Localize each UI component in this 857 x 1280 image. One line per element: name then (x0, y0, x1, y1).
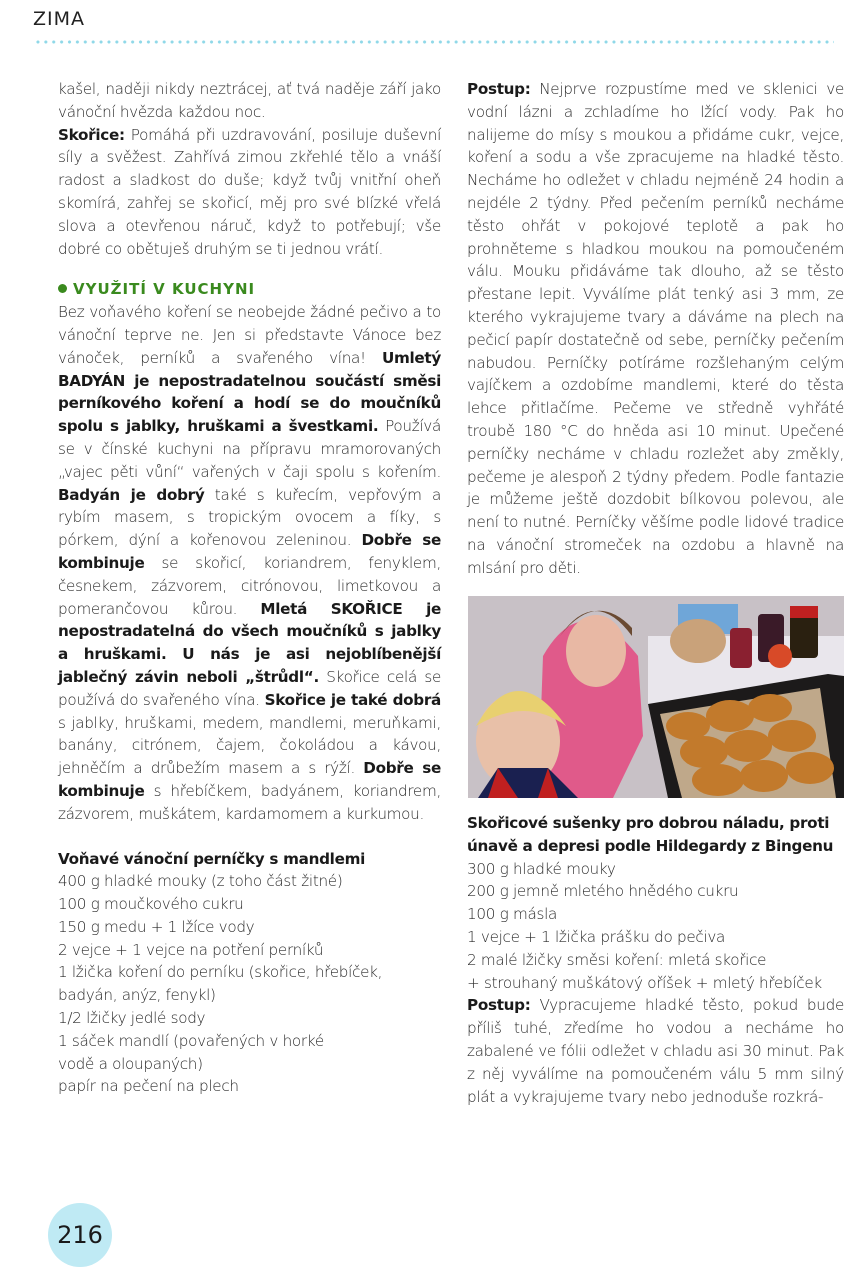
ingredient-item: 300 g hladké mouky (467, 859, 616, 878)
kitchen-text-6: s jablky, hruškami, medem, mandlemi, meruňkami, banány, citrónem, čajem, čokoládou a kávou, jehněčím a drůbežím masem a s rýží. (58, 713, 441, 778)
ingredient-item: 1/2 lžičky jedlé sody (58, 1009, 206, 1028)
photo-illustration (468, 596, 844, 798)
running-head: ZIMA (33, 8, 86, 30)
method2-text: Vypracujeme hladké těsto, pokud bude příliš tuhé, zředíme ho vodou a necháme ho zabalené ve fólii odležet v chladu asi 30 minut. Pak z něj vyválíme na pomoučeném válu 5 mm silný plát a vykrajujeme tvary nebo jednoduše rozkrá- (467, 996, 844, 1106)
intro-paragraph: kašel, naději nikdy neztrácej, ať tvá naděje září jako vánoční hvězda každou noc. (58, 80, 441, 121)
photo-children-gingerbread (468, 596, 844, 798)
page-number: 216 (57, 1221, 103, 1249)
ingredient-item: 200 g jemně mletého hnědého cukru (467, 882, 739, 901)
method-label: Postup: (467, 80, 531, 98)
kitchen-bold-3: Dobře se kombinuje (58, 531, 442, 572)
ingredient-item: + strouhaný muškátový oříšek + mletý hřebíček (467, 973, 822, 992)
ingredient-item: 400 g hladké mouky (z toho část žitné) (58, 872, 343, 891)
skorice-paragraph (58, 124, 441, 261)
method-text: Nejprve rozpustíme med ve sklenici ve vodní lázni a zchladíme ho lžící vody. Pak ho nalijeme do mísy s moukou a přidáme cukr, vejce, koření a sodu a vše zpracujeme na hladké těsto. Necháme ho odležet v chladu nejméně 24 hodin a nejdéle 2 týdny. Před pečením perníků necháme těsto ohřát v pokojové teplotě a pak ho prohněteme s hladkou moukou na pomoučeném válu. Mouku přidáváme tak dlouho, až se těsto přestane lepit. Vyválíme plát tenký asi 3 mm, ze kterého vykrajujeme tvary a dáváme na plech na pečicí papír dostatečně od sebe, perníčky pečením nabudou. Perníčky potíráme rozšlehaným celým vajíčkem a ozdobíme mandlemi, které do těsta lehce přitlačíme. Pečeme ve středně vyhřáté troubě 180 °C do hněda asi 10 minut. Upečené perníčky necháme v chladu rozležet aby změkly, pečeme je alespoň 2 týdny předem. Podle fantazie je můžeme ještě dozdobit bílkovou polevou, ale není to nutné. Perníčky věšíme podle lidové tradice na vánoční stromeček na ozdobu a hlavně na mlsání pro děti. (467, 80, 844, 577)
kitchen-bold-4: Mletá SKOŘICE je nepostradatelná do všech moučníků s jablky a hruškami. U nás je asi nejoblíbenější jablečný závin neboli „štrůdl“. (58, 599, 441, 686)
recipe2-block (467, 812, 844, 1108)
dotted-rule (34, 38, 834, 46)
method-paragraph (467, 78, 844, 580)
kitchen-text-4: se skořicí, koriandrem, fenyklem, česnekem, zázvorem, citrónovou, limetkovou a pomerančovou kůrou. (58, 553, 441, 618)
ingredient-item: 2 malé lžičky směsi koření: mletá skořice (467, 950, 767, 969)
kitchen-text-3: také s kuřecím, vepřovým a rybím masem, s tropickým ovocem a fíky, s pórkem, dýní a kořenovou zeleninou. (58, 485, 441, 550)
skorice-label: Skořice: (58, 125, 125, 144)
kitchen-text-5: Skořice celá se používá do svařeného vína. (58, 667, 441, 709)
left-column (58, 78, 441, 1098)
ingredient-item: 1 lžička koření do perníku (skořice, hřebíček, badyán, anýz, fenykl) (58, 963, 383, 1005)
kitchen-bold-5: Skořice je také dobrá (264, 690, 441, 709)
kitchen-bold-1: Umletý BADYÁN je nepostradatelnou součástí směsi perníkového koření a hodí se do moučníků spolu s jablky, hruškami a švestkami. (58, 348, 441, 436)
skorice-text: Pomáhá při uzdravování, posiluje duševní síly a svěžest. Zahřívá zimou zkřehlé tělo a vnáší radost a sladkost do duše; když tvůj vnitřní oheň skomírá, zahřej se skořicí, měj pro své blízké vřelá slova a otevřenou náruč, když to potřebují; vše dobré co obětuješ druhým se ti jednou vrátí. (58, 125, 441, 258)
section-heading (58, 278, 441, 301)
ingredient-item: papír na pečení na plech (58, 1077, 239, 1096)
recipe2-title: Skořicové sušenky pro dobrou náladu, proti únavě a depresi podle Hildegardy z Bingenu (467, 814, 834, 855)
recipe1-title: Voňavé vánoční perníčky s mandlemi (58, 849, 366, 868)
method2-label: Postup: (467, 996, 531, 1015)
ingredient-item: 100 g moučkového cukru (58, 895, 244, 914)
page-number-badge (48, 1203, 112, 1267)
method2-paragraph (467, 994, 844, 1108)
kitchen-paragraph (58, 301, 441, 825)
ingredient-item: 1 vejce + 1 lžička prášku do pečiva (467, 927, 726, 946)
kitchen-bold-6: Dobře se kombinuje (58, 759, 441, 800)
ingredient-item: 100 g másla (467, 905, 557, 924)
right-column (467, 78, 844, 580)
ingredient-item: 1 sáček mandlí (povařených v horké vodě a oloupaných) (58, 1031, 324, 1073)
ingredient-item: 2 vejce + 1 vejce na potření perníků (58, 940, 324, 959)
kitchen-text-1: Bez voňavého koření se neobejde žádné pečivo a to vánoční teprve ne. Jen si představte Vánoce bez vánoček, perníků a svařeného vína! (58, 303, 441, 367)
kitchen-text-2: Používá se v čínské kuchyni na přípravu mramorovaných „vajec pěti vůní“ vařených v čaji spolu s kořením. (58, 417, 441, 481)
bullet-icon (58, 284, 67, 293)
kitchen-bold-2: Badyán je dobrý (58, 485, 205, 504)
ingredient-item: 150 g medu + 1 lžíce vody (58, 917, 255, 936)
kitchen-text-7: s hřebíčkem, badyánem, koriandrem, zázvorem, muškátem, kardamomem a kurkumou. (58, 781, 441, 823)
section-heading-text: VYUŽITÍ V KUCHYNI (73, 280, 256, 299)
